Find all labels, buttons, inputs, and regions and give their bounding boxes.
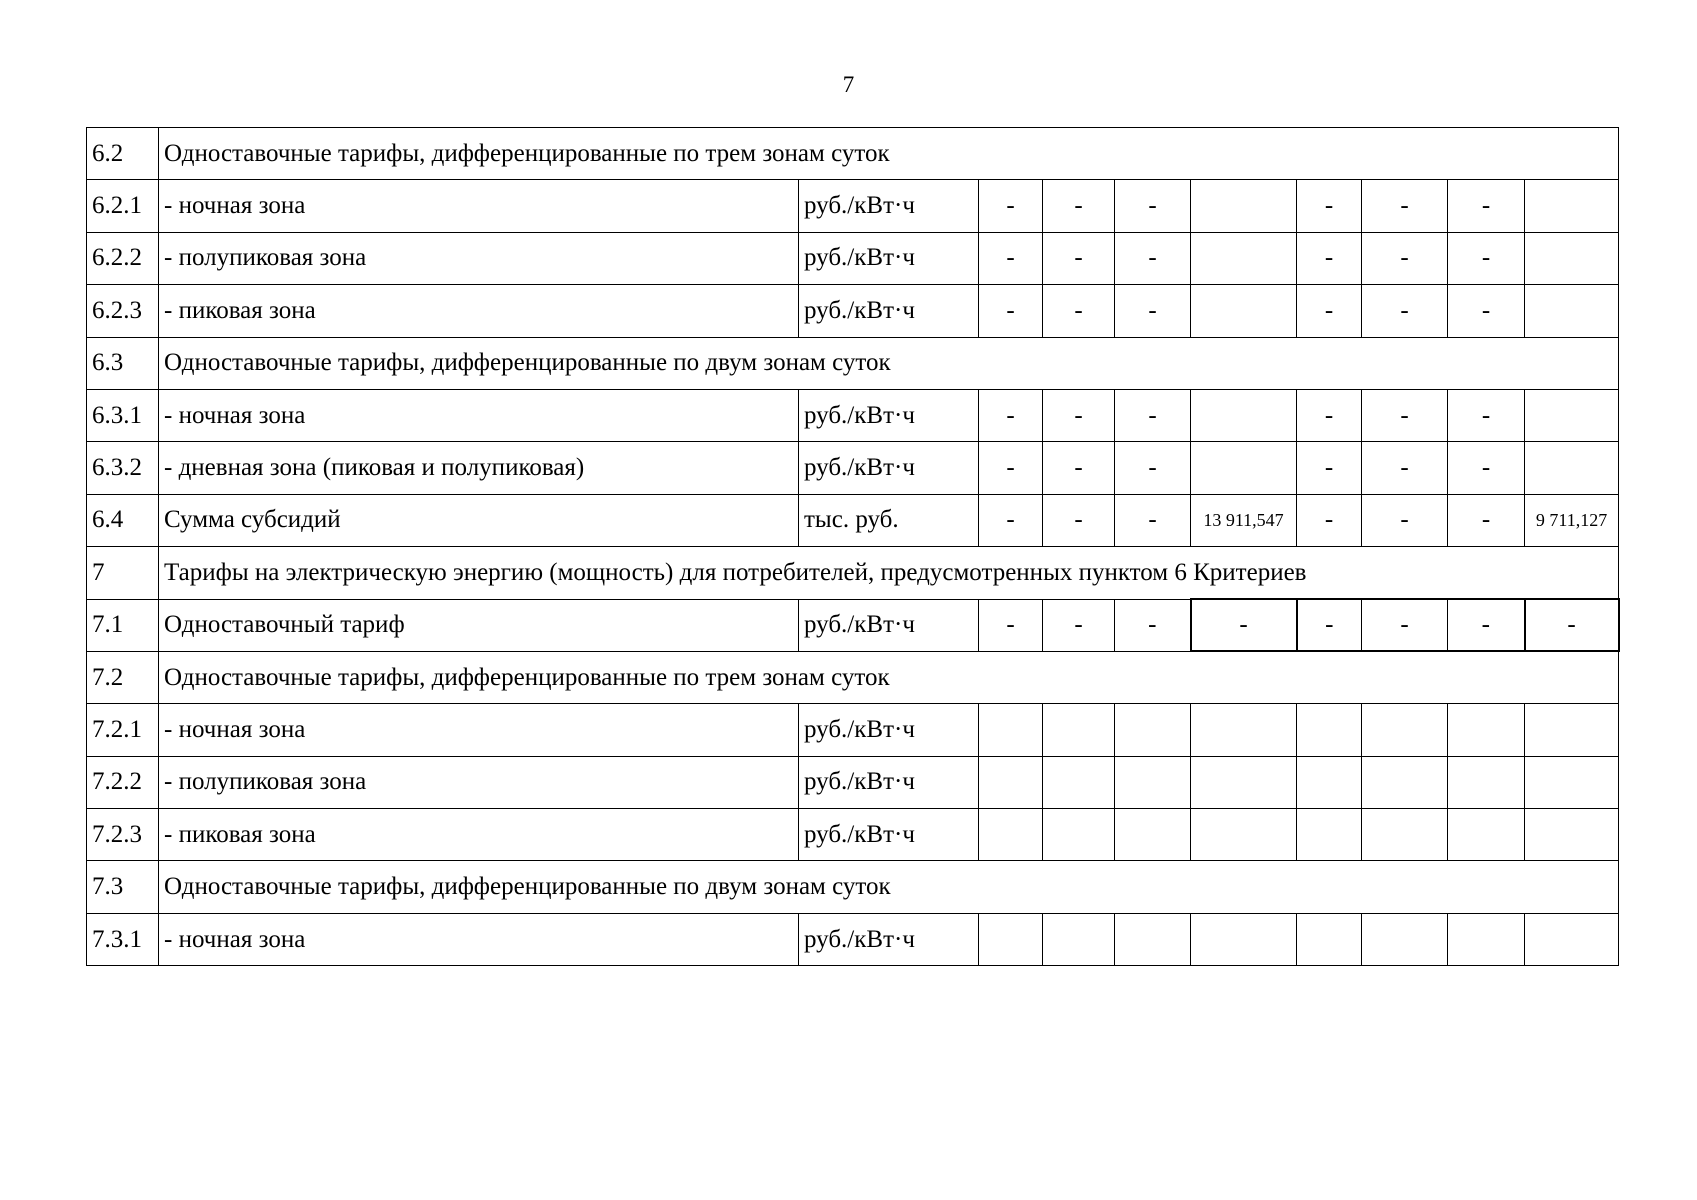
value-cell bbox=[1362, 809, 1448, 861]
tariff-table bbox=[86, 127, 1620, 966]
section-row bbox=[87, 337, 1619, 389]
value-cell bbox=[1297, 704, 1362, 756]
row-number: 7.3.1 bbox=[87, 913, 159, 965]
row-number: 6.3.2 bbox=[87, 442, 159, 494]
value-cell: - bbox=[1362, 389, 1448, 441]
value-cell: - bbox=[1448, 389, 1525, 441]
value-cell bbox=[1448, 704, 1525, 756]
value-cell bbox=[979, 704, 1043, 756]
unit-cell: руб./кВт·ч bbox=[799, 232, 979, 284]
value-cell bbox=[1115, 809, 1191, 861]
value-cell bbox=[1525, 232, 1619, 284]
row-number: 7.2.1 bbox=[87, 704, 159, 756]
row-description: - полупиковая зона bbox=[159, 756, 799, 808]
value-cell bbox=[1297, 913, 1362, 965]
value-cell bbox=[1115, 704, 1191, 756]
section-title: Одноставочные тарифы, дифференцированные по трем зонам суток bbox=[159, 128, 1619, 180]
value-cell bbox=[1448, 809, 1525, 861]
value-cell bbox=[1525, 913, 1619, 965]
value-cell bbox=[979, 809, 1043, 861]
row-description: - дневная зона (пиковая и полупиковая) bbox=[159, 442, 799, 494]
row-description: Сумма субсидий bbox=[159, 494, 799, 546]
value-cell bbox=[1362, 756, 1448, 808]
value-cell bbox=[1191, 389, 1297, 441]
row-description: - пиковая зона bbox=[159, 285, 799, 337]
value-cell bbox=[1448, 913, 1525, 965]
table-row bbox=[87, 704, 1619, 756]
table-row bbox=[87, 599, 1619, 651]
row-number: 7.2 bbox=[87, 651, 159, 703]
table-row bbox=[87, 913, 1619, 965]
row-number: 6.2.1 bbox=[87, 180, 159, 232]
value-cell: - bbox=[1362, 285, 1448, 337]
row-number: 6.4 bbox=[87, 494, 159, 546]
value-cell bbox=[1043, 756, 1115, 808]
table-row bbox=[87, 494, 1619, 546]
value-cell: - bbox=[1297, 180, 1362, 232]
value-cell bbox=[1297, 756, 1362, 808]
section-row bbox=[87, 651, 1619, 703]
row-number: 6.3.1 bbox=[87, 389, 159, 441]
value-cell: - bbox=[1043, 180, 1115, 232]
value-cell: - bbox=[1448, 599, 1525, 651]
value-cell: - bbox=[1362, 232, 1448, 284]
value-cell: - bbox=[1043, 599, 1115, 651]
unit-cell: руб./кВт·ч bbox=[799, 756, 979, 808]
value-cell: - bbox=[1362, 494, 1448, 546]
value-cell bbox=[1191, 285, 1297, 337]
unit-cell: руб./кВт·ч bbox=[799, 389, 979, 441]
value-cell: 13 911,547 bbox=[1191, 494, 1297, 546]
section-row bbox=[87, 547, 1619, 599]
value-cell: - bbox=[1297, 494, 1362, 546]
table-row bbox=[87, 232, 1619, 284]
row-number: 6.3 bbox=[87, 337, 159, 389]
unit-cell: руб./кВт·ч bbox=[799, 913, 979, 965]
value-cell bbox=[1191, 442, 1297, 494]
value-cell bbox=[1115, 913, 1191, 965]
table-body bbox=[87, 128, 1619, 966]
value-cell: - bbox=[979, 389, 1043, 441]
value-cell bbox=[1191, 704, 1297, 756]
value-cell bbox=[1525, 704, 1619, 756]
unit-cell: руб./кВт·ч bbox=[799, 442, 979, 494]
unit-cell: руб./кВт·ч bbox=[799, 285, 979, 337]
value-cell: - bbox=[1297, 599, 1362, 651]
value-cell: - bbox=[1297, 232, 1362, 284]
row-description: Одноставочный тариф bbox=[159, 599, 799, 651]
value-cell bbox=[1362, 704, 1448, 756]
section-title: Одноставочные тарифы, дифференцированные по двум зонам суток bbox=[159, 861, 1619, 913]
row-description: - пиковая зона bbox=[159, 809, 799, 861]
unit-cell: руб./кВт·ч bbox=[799, 180, 979, 232]
value-cell: - bbox=[1448, 180, 1525, 232]
section-title: Одноставочные тарифы, дифференцированные по двум зонам суток bbox=[159, 337, 1619, 389]
value-cell bbox=[1115, 756, 1191, 808]
value-cell: - bbox=[1115, 442, 1191, 494]
section-title: Одноставочные тарифы, дифференцированные по трем зонам суток bbox=[159, 651, 1619, 703]
value-cell: - bbox=[1043, 494, 1115, 546]
unit-cell: руб./кВт·ч bbox=[799, 704, 979, 756]
section-row bbox=[87, 128, 1619, 180]
section-row bbox=[87, 861, 1619, 913]
value-cell bbox=[1525, 180, 1619, 232]
value-cell: - bbox=[1115, 494, 1191, 546]
value-cell bbox=[1191, 756, 1297, 808]
value-cell: - bbox=[1362, 180, 1448, 232]
value-cell bbox=[1525, 809, 1619, 861]
value-cell: - bbox=[1115, 232, 1191, 284]
value-cell bbox=[1525, 756, 1619, 808]
row-number: 7.3 bbox=[87, 861, 159, 913]
value-cell bbox=[1043, 704, 1115, 756]
value-cell: - bbox=[1043, 389, 1115, 441]
value-cell: - bbox=[979, 285, 1043, 337]
table-row bbox=[87, 756, 1619, 808]
page-number: 7 bbox=[842, 72, 855, 97]
table-row bbox=[87, 809, 1619, 861]
value-cell bbox=[1043, 809, 1115, 861]
value-cell bbox=[1191, 232, 1297, 284]
value-cell bbox=[1525, 442, 1619, 494]
value-cell: - bbox=[1297, 285, 1362, 337]
value-cell: - bbox=[1448, 494, 1525, 546]
row-description: - ночная зона bbox=[159, 704, 799, 756]
value-cell: - bbox=[1525, 599, 1619, 651]
row-number: 6.2 bbox=[87, 128, 159, 180]
value-cell: - bbox=[979, 494, 1043, 546]
value-cell bbox=[1191, 180, 1297, 232]
value-cell bbox=[1043, 913, 1115, 965]
value-cell: - bbox=[1115, 180, 1191, 232]
unit-cell: тыс. руб. bbox=[799, 494, 979, 546]
row-description: - полупиковая зона bbox=[159, 232, 799, 284]
value-cell: - bbox=[1115, 285, 1191, 337]
value-cell: - bbox=[979, 599, 1043, 651]
table-row bbox=[87, 442, 1619, 494]
table-row bbox=[87, 180, 1619, 232]
value-cell: - bbox=[1043, 442, 1115, 494]
value-cell: - bbox=[1297, 389, 1362, 441]
value-cell: - bbox=[1448, 232, 1525, 284]
row-number: 7 bbox=[87, 547, 159, 599]
value-cell: - bbox=[1448, 442, 1525, 494]
value-cell: - bbox=[1191, 599, 1297, 651]
value-cell: - bbox=[1297, 442, 1362, 494]
table-row bbox=[87, 285, 1619, 337]
value-cell: 9 711,127 bbox=[1525, 494, 1619, 546]
value-cell bbox=[979, 913, 1043, 965]
value-cell: - bbox=[1362, 442, 1448, 494]
value-cell bbox=[979, 756, 1043, 808]
value-cell: - bbox=[979, 232, 1043, 284]
section-title: Тарифы на электрическую энергию (мощность) для потребителей, предусмотренных пунктом 6 Критериев bbox=[159, 547, 1619, 599]
row-description: - ночная зона bbox=[159, 913, 799, 965]
row-number: 7.2.2 bbox=[87, 756, 159, 808]
value-cell bbox=[1525, 389, 1619, 441]
row-number: 7.1 bbox=[87, 599, 159, 651]
value-cell bbox=[1191, 809, 1297, 861]
row-number: 6.2.3 bbox=[87, 285, 159, 337]
value-cell: - bbox=[1115, 599, 1191, 651]
value-cell bbox=[1448, 756, 1525, 808]
row-description: - ночная зона bbox=[159, 389, 799, 441]
row-description: - ночная зона bbox=[159, 180, 799, 232]
value-cell bbox=[1191, 913, 1297, 965]
value-cell: - bbox=[1043, 285, 1115, 337]
table-row bbox=[87, 389, 1619, 441]
value-cell: - bbox=[1043, 232, 1115, 284]
value-cell: - bbox=[1115, 389, 1191, 441]
value-cell bbox=[1297, 809, 1362, 861]
unit-cell: руб./кВт·ч bbox=[799, 809, 979, 861]
value-cell: - bbox=[1448, 285, 1525, 337]
value-cell: - bbox=[1362, 599, 1448, 651]
row-number: 6.2.2 bbox=[87, 232, 159, 284]
value-cell bbox=[1362, 913, 1448, 965]
row-number: 7.2.3 bbox=[87, 809, 159, 861]
value-cell: - bbox=[979, 442, 1043, 494]
unit-cell: руб./кВт·ч bbox=[799, 599, 979, 651]
value-cell: - bbox=[979, 180, 1043, 232]
value-cell bbox=[1525, 285, 1619, 337]
